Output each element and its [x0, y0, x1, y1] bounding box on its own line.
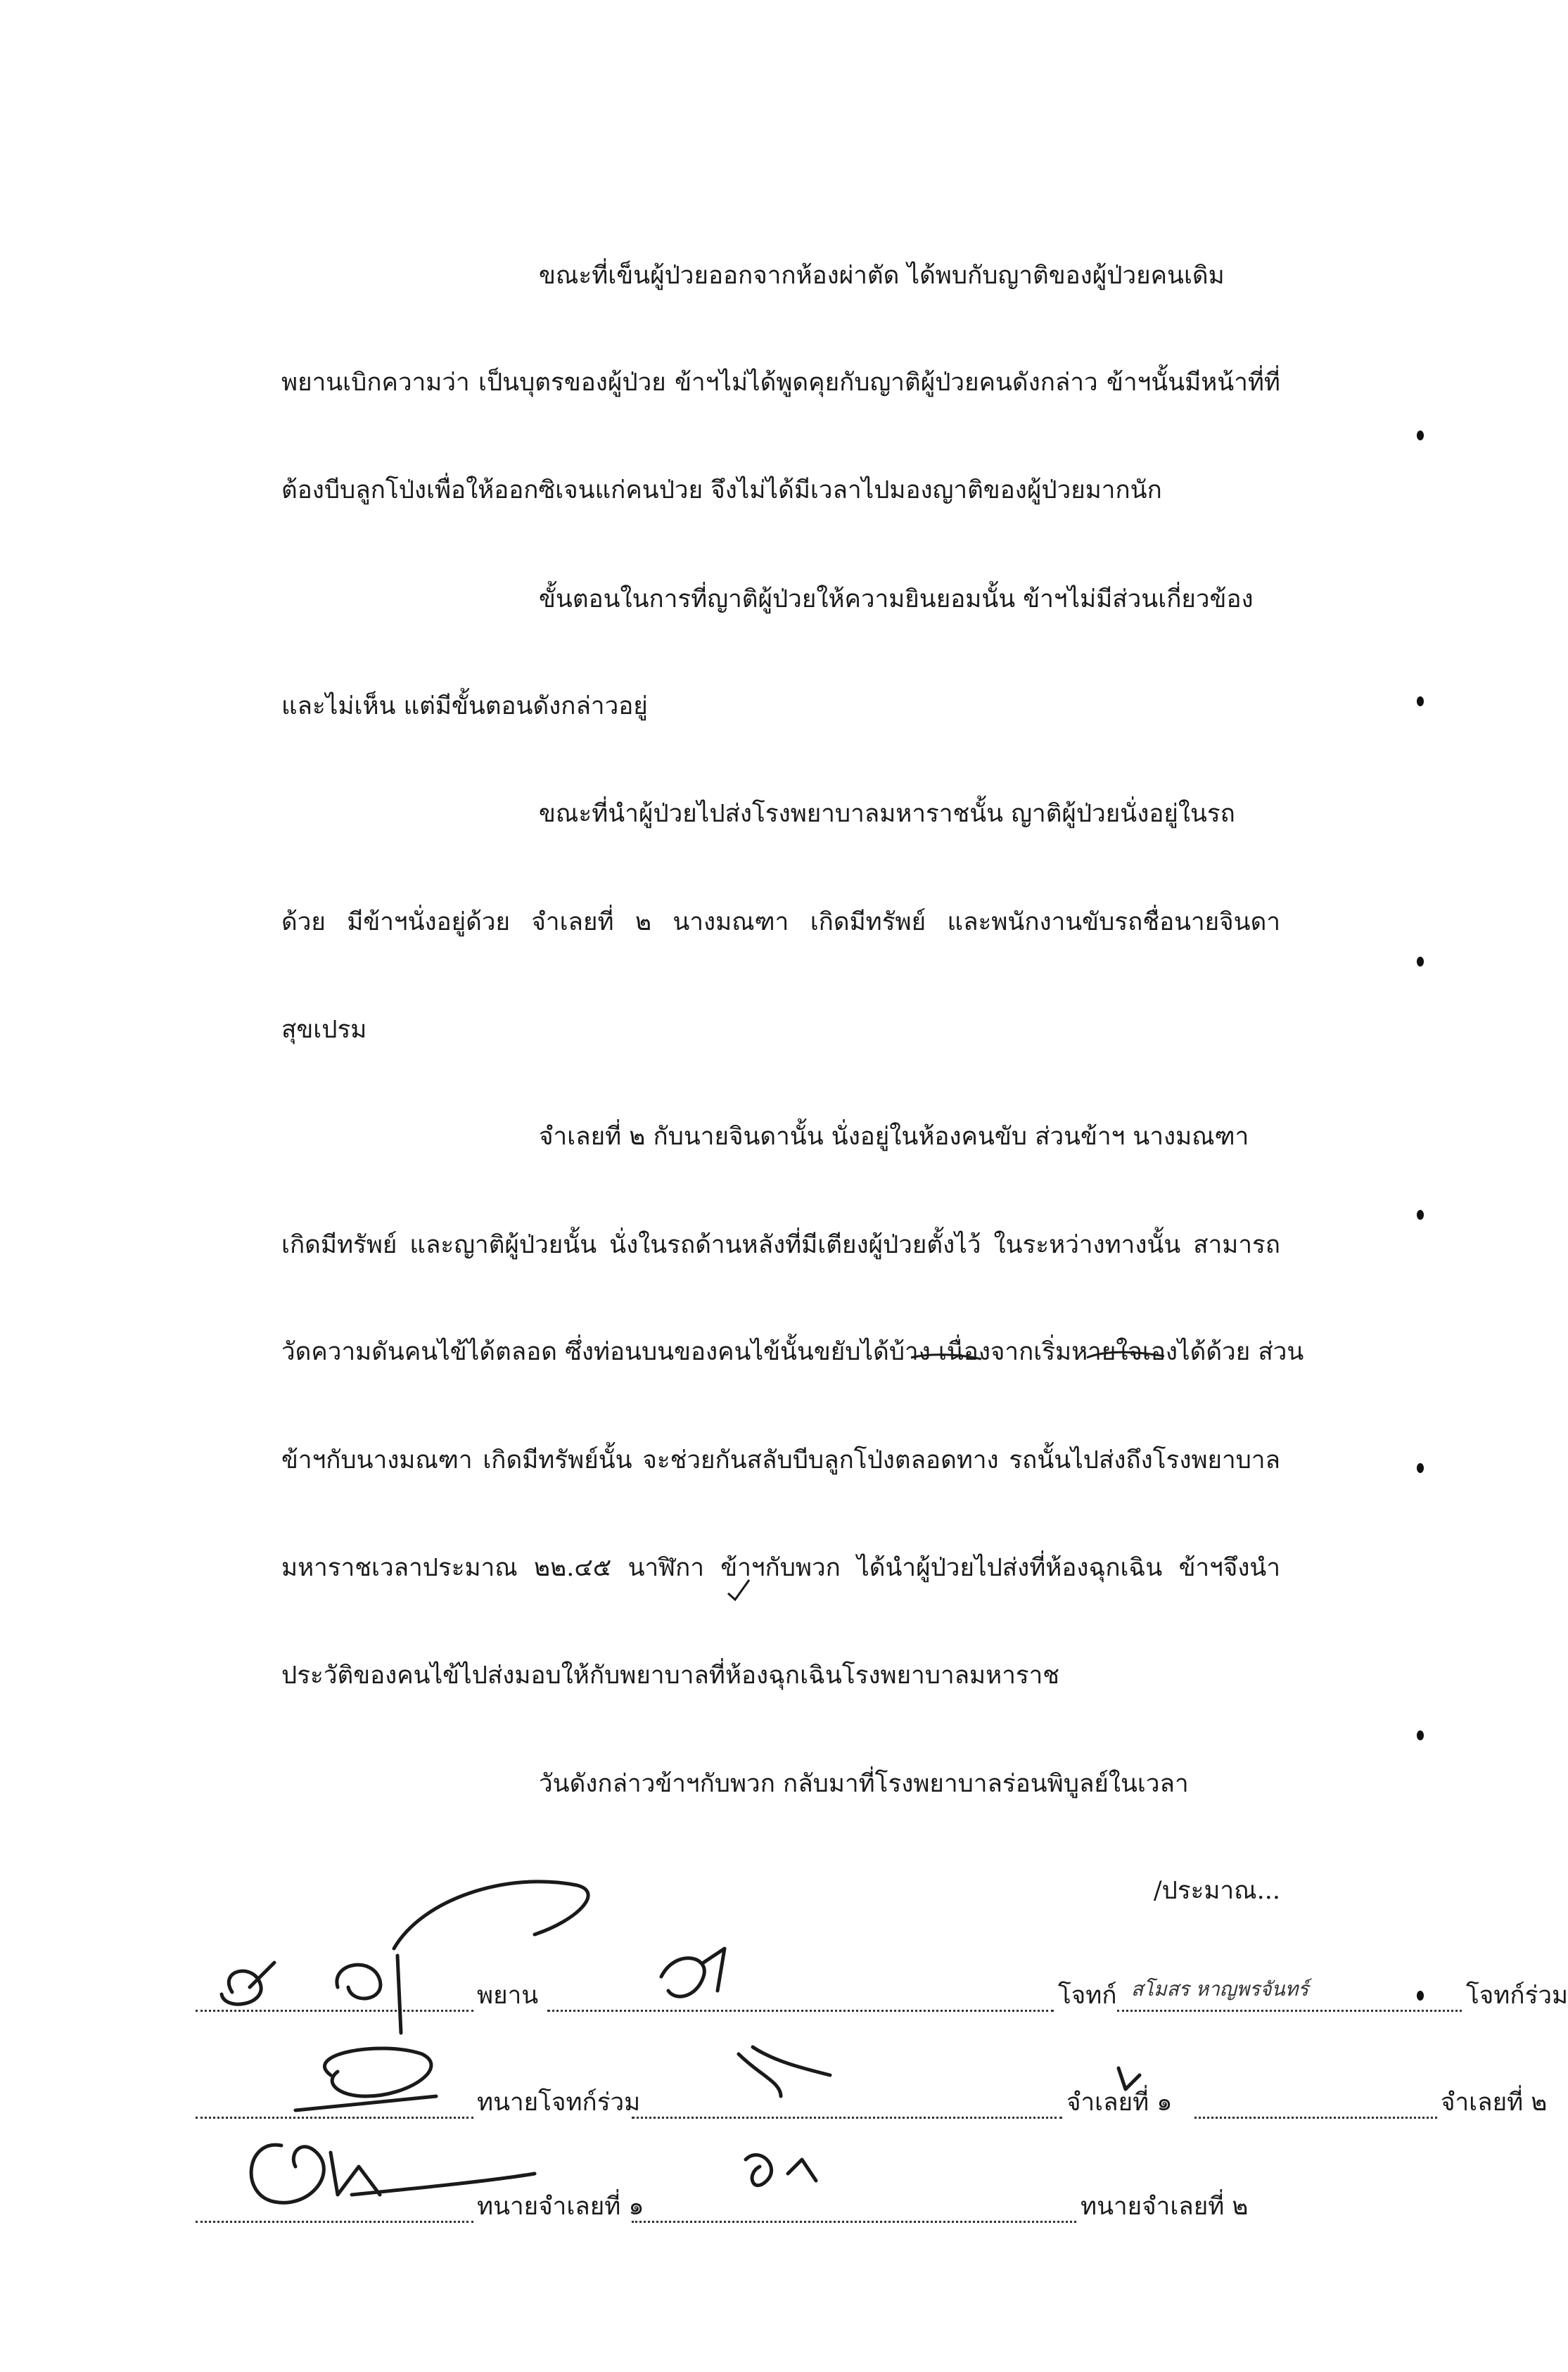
binding-hole-mark [1417, 957, 1424, 967]
paragraph-line: ต้องบีบลูกโป่งเพื่อให้ออกซิเจนแก่คนป่วย จึงไม่ได้มีเวลาไปมองญาติของผู้ป่วยมากนัก [281, 476, 1162, 504]
paragraph-line: พยานเบิกความว่า เป็นบุตรของผู้ป่วย ข้าฯไม่ได้พูดคุยกับญาติผู้ป่วยคนดังกล่าว ข้าฯนั้นมีหน้าที่ที่ [281, 369, 1280, 397]
binding-hole-mark [1417, 1991, 1424, 2001]
paragraph-line: ขณะที่เข็นผู้ป่วยออกจากห้องผ่าตัด ได้พบกับญาติของผู้ป่วยคนเดิม [539, 262, 1225, 290]
defendant-2-lawyer-label: ทนายจำเลยที่ ๒ [1081, 2193, 1249, 2221]
defendant-1-label: จำเลยที่ ๑ [1066, 2089, 1173, 2117]
paragraph-line: วันดังกล่าวข้าฯกับพวก กลับมาที่โรงพยาบาลร่อนพิบูลย์ในเวลา [539, 1770, 1189, 1798]
paragraph-line: ข้าฯกับนางมณฑา เกิดมีทรัพย์นั้น จะช่วยกันสลับบีบลูกโป่งตลอดทาง รถนั้นไปส่งถึงโรงพยาบาล [281, 1446, 1280, 1474]
plaintiff-label: โจทก์ [1058, 1982, 1117, 2010]
paragraph-line: จำเลยที่ ๒ กับนายจินดานั้น นั่งอยู่ในห้องคนขับ ส่วนข้าฯ นางมณฑา [539, 1123, 1249, 1151]
defendant-2-label: จำเลยที่ ๒ [1441, 2089, 1548, 2117]
co-plaintiff-lawyer-label: ทนายโจทก์ร่วม [477, 2089, 641, 2117]
paragraph-line: มหาราชเวลาประมาณ ๒๒.๔๕ นาฬิกา ข้าฯกับพวก ได้นำผู้ป่วยไปส่งที่ห้องฉุกเฉิน ข้าฯจึงนำ [281, 1554, 1280, 1582]
continuation-marker: /ประมาณ... [1153, 1877, 1280, 1905]
binding-hole-mark [1417, 1463, 1424, 1473]
witness-signature-stroke [222, 1971, 261, 2004]
paragraph-line: สุขเปรม [281, 1016, 367, 1044]
paragraph-line: และไม่เห็น แต่มีขั้นตอนดังกล่าวอยู่ [281, 692, 648, 720]
paragraph-line: วัดความดันคนไข้ได้ตลอด ซึ่งท่อนบนของคนไข้นั้นขยับได้บ้าง เนื่องจากเริ่มหายใจเองได้ด้วย ส่วน [281, 1338, 1304, 1366]
binding-hole-mark [1417, 1210, 1424, 1220]
underline-mark [1083, 1330, 1168, 1372]
paragraph-line: ด้วย มีข้าฯนั่งอยู่ด้วย จำเลยที่ ๒ นางมณฑา เกิดมีทรัพย์ และพนักงานขับรถชื่อนายจินดา [281, 908, 1280, 936]
defendant-1-lawyer-label: ทนายจำเลยที่ ๑ [477, 2193, 644, 2221]
handwritten-signatures [0, 1843, 1441, 2279]
binding-hole-mark [1417, 696, 1424, 706]
paragraph-line: ขณะที่นำผู้ป่วยไปส่งโรงพยาบาลมหาราชนั้น ญาติผู้ป่วยนั่งอยู่ในรถ [539, 800, 1235, 828]
witness-label: พยาน [477, 1982, 539, 2010]
underline-mark [907, 1330, 985, 1372]
binding-hole-mark [1417, 1730, 1424, 1740]
paragraph-line: ประวัติของคนไข้ไปส่งมอบให้กับพยาบาลที่ห้องฉุกเฉินโรงพยาบาลมหาราช [281, 1662, 1060, 1690]
co-plaintiff-label: โจทก์ร่วม [1466, 1982, 1568, 2010]
paragraph-line: ขั้นตอนในการที่ญาติผู้ป่วยให้ความยินยอมนั้น ข้าฯไม่มีส่วนเกี่ยวข้อง [539, 585, 1254, 613]
paragraph-line: เกิดมีทรัพย์ และญาติผู้ป่วยนั้น นั่งในรถด้านหลังที่มีเตียงผู้ป่วยตั้งไว้ ในระหว่างทางนั้น สามารถ [281, 1231, 1280, 1259]
binding-hole-mark [1417, 431, 1424, 440]
plaintiff-handwritten-name: สโมสร หาญพรจันทร์ [1131, 1977, 1309, 2001]
check-mark-icon [725, 1576, 753, 1604]
